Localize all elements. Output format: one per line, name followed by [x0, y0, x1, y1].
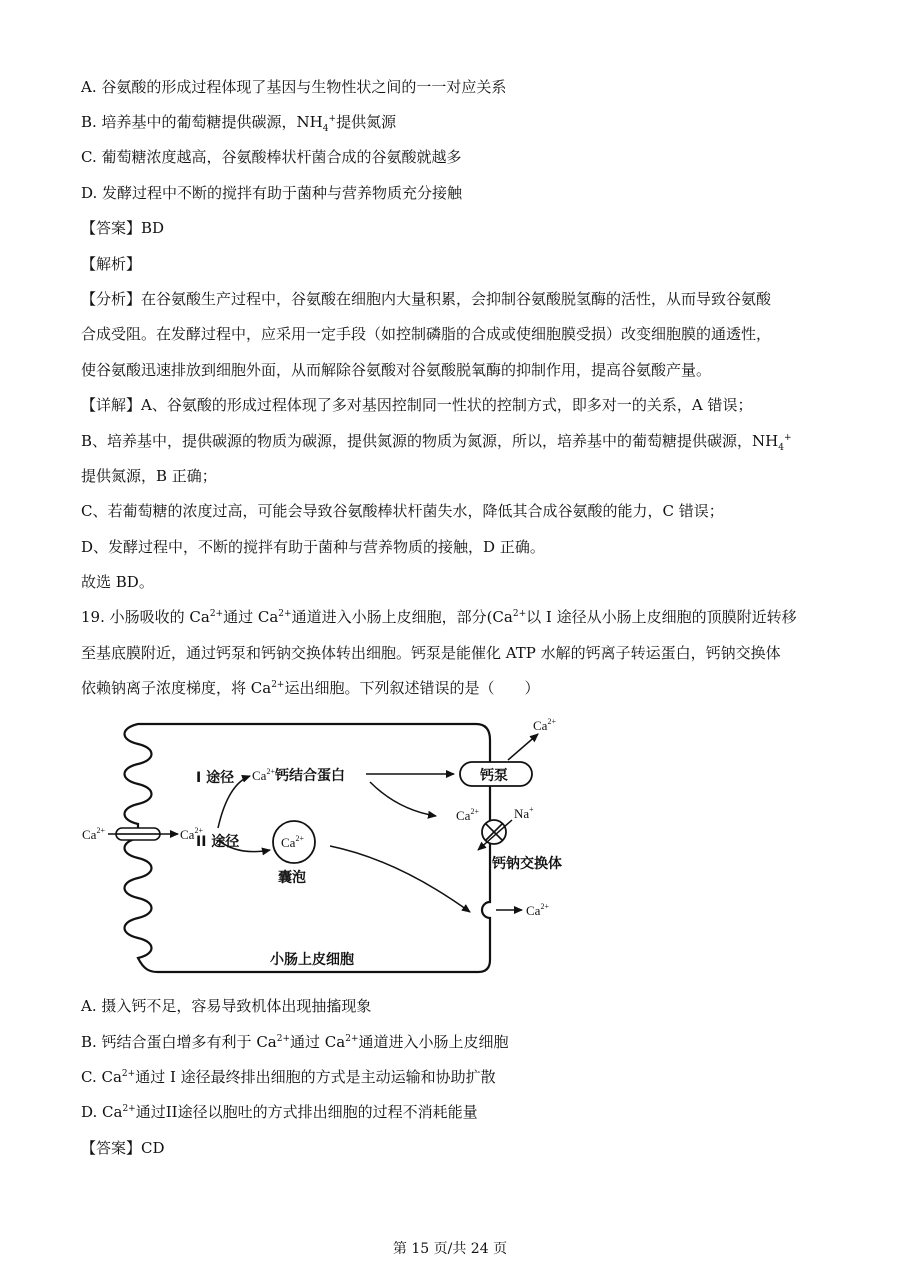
exchanger-ca-label: $Ca^{2+}$: [456, 807, 479, 823]
q19-stem-line-1: 19. 小肠吸收的 $Ca^{2+}$通过 $Ca^{2+}$通道进入小肠上皮细胞，部分($Ca^{2+}$以 I 途径从小肠上皮细胞的顶膜附近转移: [81, 608, 797, 626]
q18-detail-line-5: D、发酵过程中，不断的搅拌有助于菌种与营养物质的接触，D 正确。: [81, 538, 545, 556]
exchanger-label: 钙钠交换体: [492, 856, 562, 872]
q18-analysis-line-2: 合成受阻。在发酵过程中，应采用一定手段（如控制磷脂的合成或使细胞膜受损）改变细胞膜的通透性，: [81, 325, 772, 343]
exocytosis-ca-label: $Ca^{2+}$: [526, 902, 549, 918]
q18-analysis-line-1: 【分析】在谷氨酸生产过程中，谷氨酸在细胞内大量积累，会抑制谷氨酸脱氢酶的活性，从而导致谷氨酸: [81, 290, 772, 308]
path-1-label: I 途径: [196, 770, 235, 786]
calcium-pump: [460, 762, 532, 786]
calcium-transport-diagram: [78, 710, 598, 985]
q19-option-a: A. 摄入钙不足，容易导致机体出现抽搐现象: [81, 997, 372, 1015]
q18-answer: 【答案】BD: [81, 219, 165, 237]
q18-analysis-line-3: 使谷氨酸迅速排放到细胞外面，从而解除谷氨酸对谷氨酸脱氧酶的抑制作用，提高谷氨酸产量。: [81, 361, 712, 379]
q18-option-d: D. 发酵过程中不断的搅拌有助于菌种与营养物质充分接触: [81, 184, 463, 202]
q18-detail-line-3: 提供氮源，B 正确；: [81, 467, 217, 485]
q18-detail-line-2: B、培养基中，提供碳源的物质为碳源，提供氮源的物质为氮源，所以，培养基中的葡萄糖提供碳源，$NH_4^+$: [81, 432, 792, 453]
q18-detail-line-6: 故选 BD。: [81, 573, 154, 591]
binding-protein-label: $Ca^{2+}$钙结合蛋白: [252, 767, 345, 784]
page-footer: 第 15 页/共 24 页: [392, 1241, 508, 1257]
q19-answer: 【答案】CD: [81, 1139, 165, 1157]
q18-jiexi-heading: 【解析】: [81, 255, 142, 273]
q18-option-b: B. 培养基中的葡萄糖提供碳源，$NH_4^+$提供氮源: [81, 113, 397, 134]
pump-out-ca-label: $Ca^{2+}$: [533, 717, 556, 733]
path-2-label: II 途径: [196, 834, 240, 850]
svg-text:Ca2+: $Ca^{2+}$: [281, 834, 304, 850]
exchanger-na-label: Na+: [514, 805, 534, 821]
vesicle-label: 囊泡: [278, 870, 306, 886]
q19-stem-line-3: 依赖钠离子浓度梯度，将 $Ca^{2+}$运出细胞。下列叙述错误的是（ ）: [81, 679, 540, 697]
outer-ca-label: $Ca^{2+}$: [82, 826, 105, 842]
q18-detail-line-1: 【详解】A、谷氨酸的形成过程体现了多对基因控制同一性状的控制方式，即多对一的关系，A 错误；: [81, 396, 753, 414]
cell-label: 小肠上皮细胞: [270, 952, 354, 968]
q19-option-d: D. $Ca^{2+}$通过II途径以胞吐的方式排出细胞的过程不消耗能量: [81, 1103, 478, 1121]
vesicle: [273, 821, 315, 863]
inner-ca-label: $Ca^{2+}$: [180, 826, 203, 842]
q18-option-a: A. 谷氨酸的形成过程体现了基因与生物性状之间的一一对应关系: [81, 78, 507, 96]
q18-option-c: C. 葡萄糖浓度越高，谷氨酸棒状杆菌合成的谷氨酸就越多: [81, 148, 462, 166]
svg-text:钙泵: 钙泵: [480, 768, 508, 784]
q19-stem-line-2: 至基底膜附近，通过钙泵和钙钠交换体转出细胞。钙泵是能催化 ATP 水解的钙离子转运蛋白，钙钠交换体: [81, 644, 781, 662]
q18-detail-line-4: C、若葡萄糖的浓度过高，可能会导致谷氨酸棒状杆菌失水，降低其合成谷氨酸的能力，C 错误；: [81, 502, 724, 520]
q19-option-c: C. $Ca^{2+}$通过 I 途径最终排出细胞的方式是主动运输和协助扩散: [81, 1068, 496, 1086]
sodium-calcium-exchanger: [482, 820, 506, 844]
q19-option-b: B. 钙结合蛋白增多有利于 $Ca^{2+}$通过 $Ca^{2+}$通道进入小肠上皮细胞: [81, 1033, 509, 1051]
